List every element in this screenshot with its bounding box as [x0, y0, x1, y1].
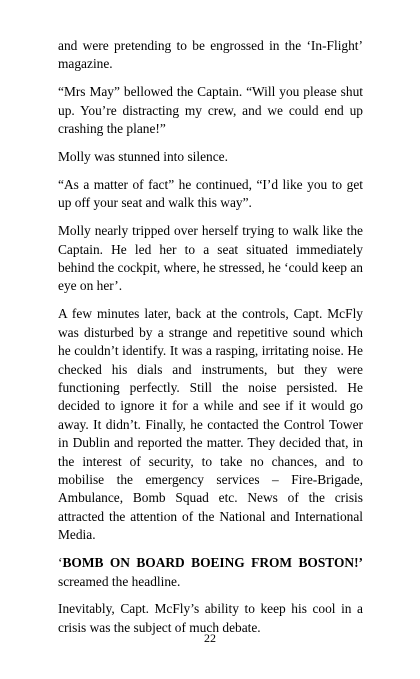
paragraph-headline	[58, 554, 363, 591]
paragraph-walk-this-way: “As a matter of fact” he continued, “I’d like you to get up off your seat and walk this way”.	[58, 176, 363, 211]
paragraph-molly-tripped: Molly nearly tripped over herself trying to walk like the Captain. He led her to a seat situated immediately behind the cockpit, where, he stressed, he ‘could keep an eye on her’.	[58, 223, 363, 294]
paragraph-molly-stunned: Molly was stunned into silence.	[58, 149, 228, 165]
page-number: 22	[204, 631, 216, 645]
paragraph-magazine: and were pretending to be engrossed in the ‘In-Flight’ magazine.	[58, 38, 363, 72]
paragraph-strange-sound: A few minutes later, back at the controls, Capt. McFly was disturbed by a strange and repetitive sound which he couldn’t identify. It was a rasping, irritating noise. He checked his dials and instruments, but they were functioning perfectly. Still the noise persisted. He decided to ignore it for a while and see if it would go away. It didn’t. Finally, he contacted the Control Tower in Dublin and reported the matter. They decided that, in the interest of security, to take no chances, and to mobilise the emergency services – Fire-Brigade, Ambulance, Bomb Squad etc. News of the crisis attracted the attention of the National and International Media.	[58, 306, 363, 543]
page-body	[58, 37, 363, 647]
headline-text: BOMB ON BOARD BOEING FROM BOSTON!’	[62, 555, 363, 571]
headline-rest: screamed the headline.	[58, 573, 181, 589]
paragraph-inevitably: Inevitably, Capt. McFly’s ability to keep his cool in a crisis was the subject of much debate.	[58, 601, 363, 635]
paragraph-captain-bellow: “Mrs May” bellowed the Captain. “Will you please shut up. You’re distracting my crew, and we could end up crashing the plane!”	[58, 84, 363, 137]
headline-open-quote: ‘	[58, 555, 63, 571]
